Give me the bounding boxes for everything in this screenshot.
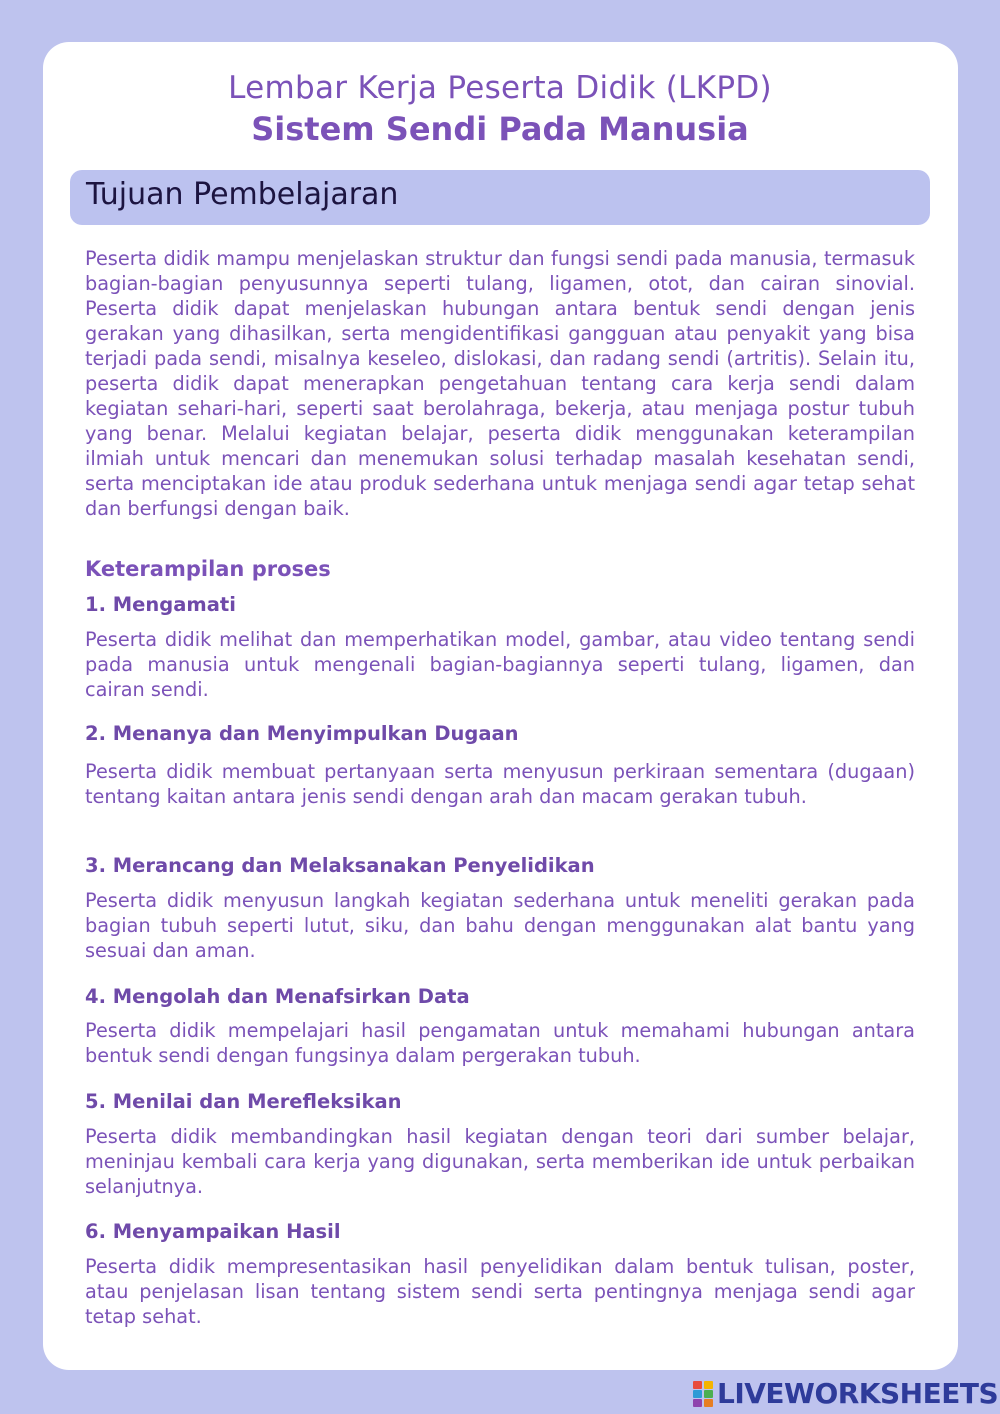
- keterampilan-heading: Keterampilan proses: [85, 557, 331, 581]
- step-text: Peserta didik melihat dan memperhatikan model, gambar, atau video tentang sendi pada manusia untuk mengenali bagian-bagiannya seperti tulang, ligamen, dan cairan sendi.: [85, 628, 915, 701]
- step-text: Peserta didik membandingkan hasil kegiatan dengan teori dari sumber belajar, meninjau kembali cara kerja yang digunakan, serta memberikan ide untuk perbaikan selanjutnya.: [85, 1125, 915, 1198]
- step-text: Peserta didik menyusun langkah kegiatan sederhana untuk meneliti gerakan pada bagian tubuh seperti lutut, siku, dan bahu dengan menggunakan alat bantu yang sesuai dan aman.: [85, 889, 915, 962]
- section-heading-tujuan: Tujuan Pembelajaran: [86, 177, 399, 212]
- liveworksheets-logo-icon: [693, 1381, 713, 1407]
- step-text: Peserta didik mempelajari hasil pengamatan untuk memahami hubungan antara bentuk sendi dengan fungsinya dalam pergerakan tubuh.: [85, 1019, 915, 1067]
- step-title: 4. Mengolah dan Menafsirkan Data: [85, 985, 470, 1008]
- liveworksheets-logo-text: LIVEWORKSHEETS: [717, 1377, 999, 1410]
- step-title: 3. Merancang dan Melaksanakan Penyelidikan: [85, 854, 595, 877]
- step-title: 6. Menyampaikan Hasil: [85, 1220, 341, 1243]
- tujuan-paragraph: Peserta didik mampu menjelaskan struktur dan fungsi sendi pada manusia, termasuk bagian-bagian penyusunnya seperti tulang, ligamen, otot, dan cairan sinovial. Peserta didik dapat menjelaskan hubungan antara bentuk sendi dengan jenis gerakan yang dihasilkan, serta mengidentifikasi gangguan atau penyakit yang bisa terjadi pada sendi, misalnya keseleo, dislokasi, dan radang sendi (artritis). Selain itu, peserta didik dapat menerapkan pengetahuan tentang cara kerja sendi dalam kegiatan sehari-hari, seperti saat berolahraga, bekerja, atau menjaga postur tubuh yang benar. Melalui kegiatan belajar, peserta didik menggunakan keterampilan ilmiah untuk mencari dan menemukan solusi terhadap masalah kesehatan sendi, serta menciptakan ide atau produk sederhana untuk menjaga sendi agar tetap sehat dan berfungsi dengan baik.: [85, 247, 915, 520]
- worksheet-subtitle: Sistem Sendi Pada Manusia: [251, 110, 749, 148]
- step-title: 1. Mengamati: [85, 593, 236, 616]
- section-banner: [70, 170, 930, 225]
- step-title: 2. Menanya dan Menyimpulkan Dugaan: [85, 722, 519, 745]
- step-text: Peserta didik membuat pertanyaan serta menyusun perkiraan sementara (dugaan) tentang kaitan antara jenis sendi dengan arah dan macam gerakan tubuh.: [85, 760, 915, 808]
- step-title: 5. Menilai dan Merefleksikan: [85, 1090, 402, 1113]
- liveworksheets-logo[interactable]: [693, 1376, 999, 1410]
- worksheet-title: Lembar Kerja Peserta Didik (LKPD): [228, 70, 772, 106]
- step-text: Peserta didik mempresentasikan hasil penyelidikan dalam bentuk tulisan, poster, atau penjelasan lisan tentang sistem sendi serta pentingnya menjaga sendi agar tetap sehat.: [85, 1255, 915, 1328]
